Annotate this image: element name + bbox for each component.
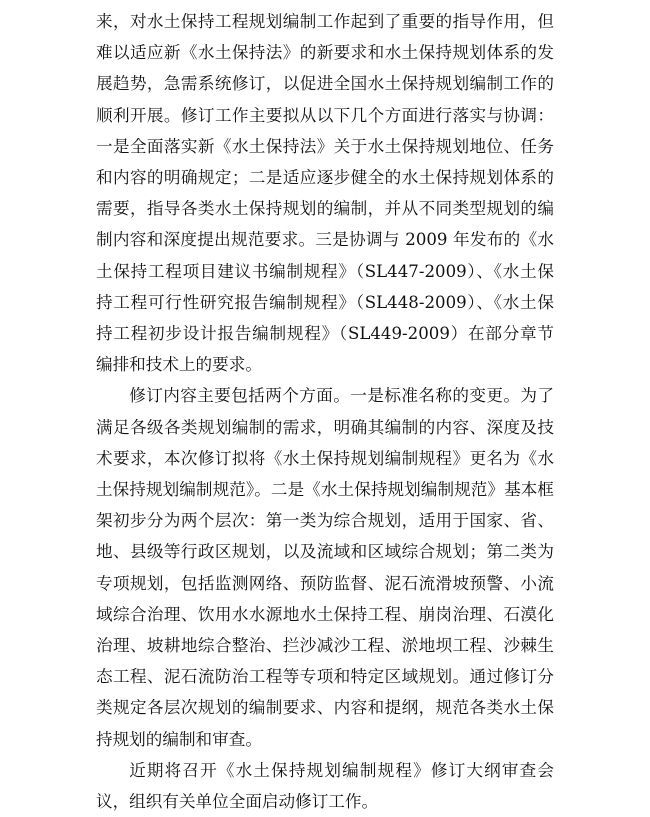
paragraph-upcoming-meeting: 近期将召开《水土保持规划编制规程》修订大纲审查会议，组织有关单位全面启动修订工作。 — [96, 760, 554, 812]
paragraph-revision-content: 修订内容主要包括两个方面。一是标准名称的变更。为了满足各级各类规划编制的需求，明确其编制的内容、深度及技术要求，本次修订拟将《水土保持规划编制规程》更名为《水土保持规划编制规范》。二是《水土保持规划编制规范》基本框架初步分为两个层次：第一类为综合规划，适用于国家、省、地、县级等行政区规划，以及流域和区域综合规划；第二类为专项规划，包括监测网络、预防监督、泥石流滑坡预警、小流域综合治理、饮用水水源地水土保持工程、崩岗治理、石漠化治理、坡耕地综合整治、拦沙减沙工程、淤地坝工程、沙棘生态工程、泥石流防治工程等专项和特定区域规划。通过修订分类规定各层次规划的编制要求、内容和提纲，规范各类水土保持规划的编制和审查。 — [96, 386, 554, 749]
document-body — [96, 6, 554, 817]
paragraph-continuation: 来，对水土保持工程规划编制工作起到了重要的指导作用，但难以适应新《水土保持法》的新要求和水土保持规划体系的发展趋势，急需系统修订，以促进全国水土保持规划编制工作的顺利开展。修订工作主要拟从以下几个方面进行落实与协调：一是全面落实新《水土保持法》关于水土保持规划地位、任务和内容的明确规定；二是适应逐步健全的水土保持规划体系的需要，指导各类水土保持规划的编制，并从不同类型规划的编制内容和深度提出规范要求。三是协调与 2009 年发布的《水土保持工程项目建议书编制规程》（SL447-2009）、《水土保持工程可行性研究报告编制规程》（SL448-2009）、《水土保持工程初步设计报告编制规程》（SL449-2009）在部分章节编排和技术上的要求。 — [96, 12, 554, 375]
